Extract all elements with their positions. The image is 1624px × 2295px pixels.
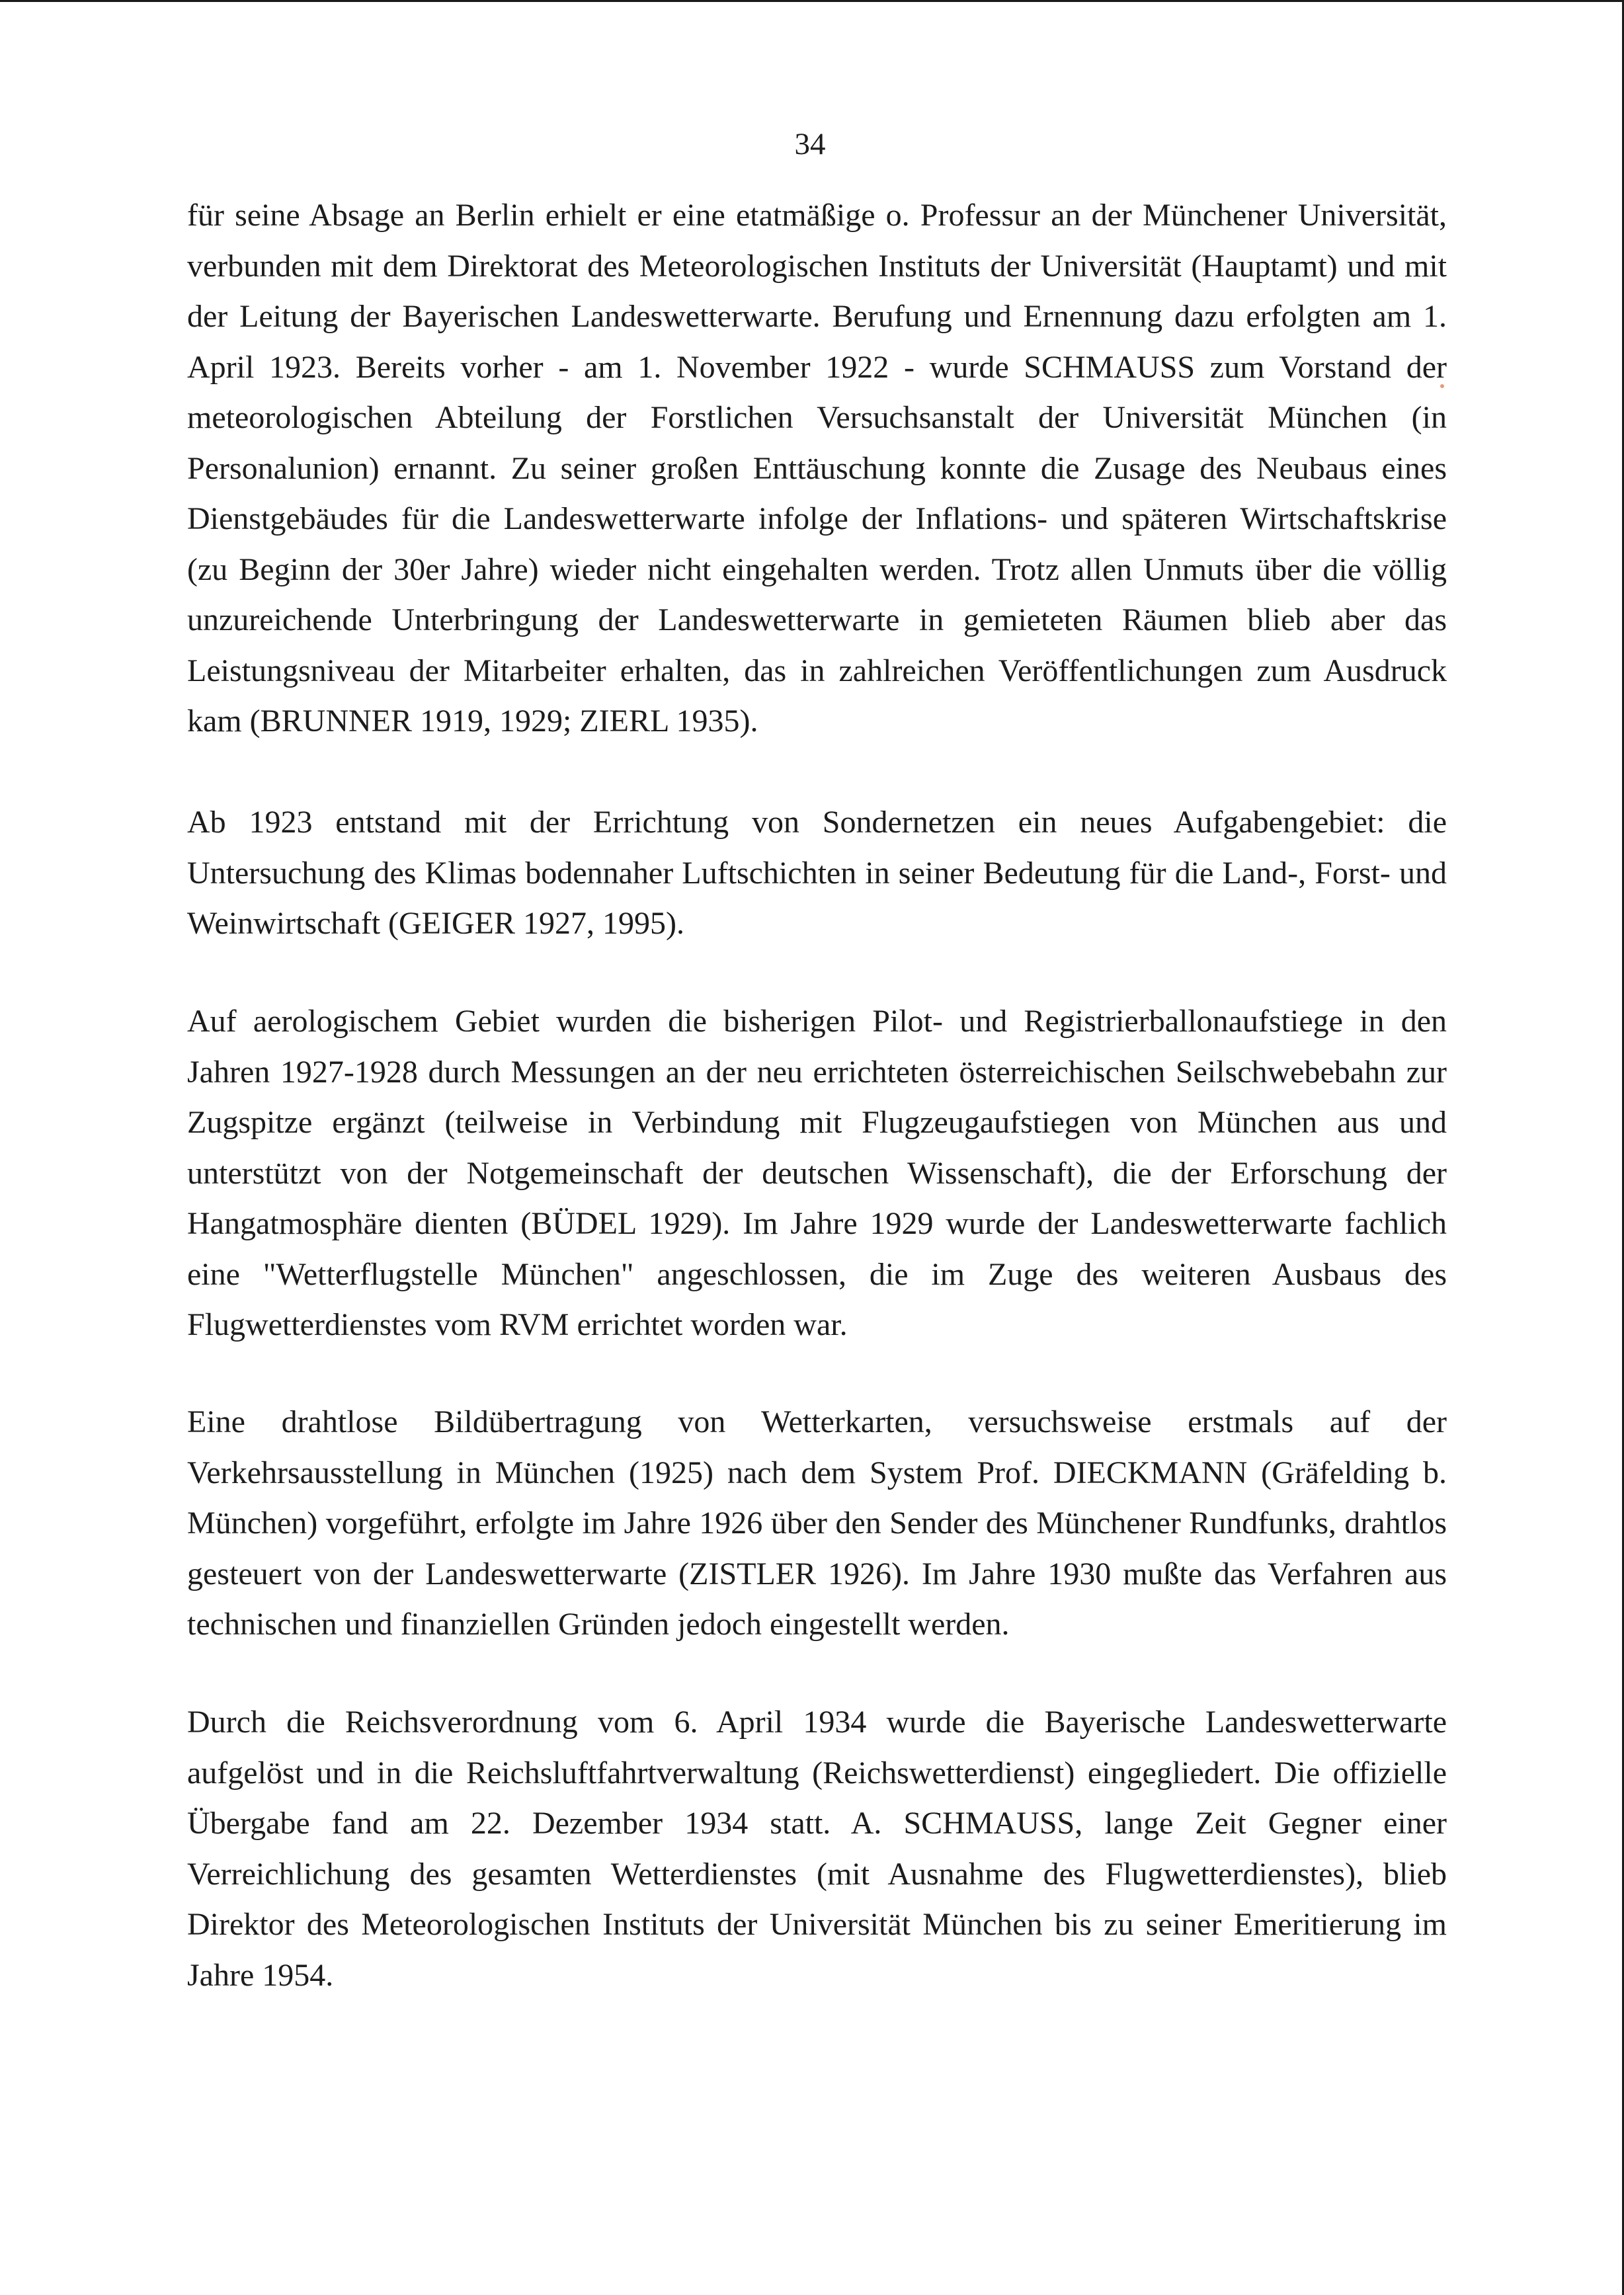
scan-speck xyxy=(1440,384,1444,388)
paragraph: für seine Absage an Berlin erhielt er eine etatmäßige o. Professur an der Münchener Universität, verbunden mit dem Direktorat des Meteorologischen Instituts der Universität (Hauptamt) und mit der Leitung der Bayerischen Landeswetterwarte. Berufung und Ernennung dazu erfolgten am 1. April 1923. Bereits vorher - am 1. November 1922 - wurde SCHMAUSS zum Vorstand der meteorologischen Abteilung der Forstlichen Versuchsanstalt der Universität München (in Personalunion) ernannt. Zu seiner großen Enttäuschung konnte die Zusage des Neubaus eines Dienstgebäudes für die Landeswetterwarte infolge der Inflations- und späteren Wirtschaftskrise (zu Beginn der 30er Jahre) wieder nicht eingehalten werden. Trotz allen Unmuts über die völlig unzureichende Unterbringung der Landeswetterwarte in gemieteten Räumen blieb aber das Leistungsniveau der Mitarbeiter erhalten, das in zahlreichen Veröffentlichungen zum Ausdruck kam (BRUNNER 1919, 1929; ZIERL 1935). xyxy=(187,198,1447,739)
page-number: 34 xyxy=(794,127,826,161)
paragraph: Auf aerologischem Gebiet wurden die bisherigen Pilot- und Registrierballonaufstiege in den Jahren 1927-1928 durch Messungen an der neu errichteten österreichischen Seilschwebebahn zur Zugspitze ergänzt (teilweise in Verbindung mit Flugzeugaufstiegen von München aus und unterstützt von der Notgemeinschaft der deutschen Wissenschaft), die der Erforschung der Hangatmosphäre dienten (BÜDEL 1929). Im Jahre 1929 wurde der Landeswetterwarte fachlich eine "Wetterflugstelle München" angeschlossen, die im Zuge des weiteren Ausbaus des Flugwetterdienstes vom RVM errichtet worden war. xyxy=(187,1004,1447,1342)
paragraph: Durch die Reichsverordnung vom 6. April 1934 wurde die Bayerische Landeswetterwarte aufgelöst und in die Reichsluftfahrtverwaltung (Reichswetterdienst) eingegliedert. Die offizielle Übergabe fand am 22. Dezember 1934 statt. A. SCHMAUSS, lange Zeit Gegner einer Verreichlichung des gesamten Wetterdienstes (mit Ausnahme des Flugwetterdienstes), blieb Direktor des Meteorologischen Instituts der Universität München bis zu seiner Emeritierung im Jahre 1954. xyxy=(187,1705,1447,1993)
paragraph: Eine drahtlose Bildübertragung von Wetterkarten, versuchsweise erstmals auf der Verkehrsausstellung in München (1925) nach dem System Prof. DIECKMANN (Gräfelding b. München) vorgeführt, erfolgte im Jahre 1926 über den Sender des Münchener Rundfunks, drahtlos gesteuert von der Landeswetterwarte (ZISTLER 1926). Im Jahre 1930 mußte das Verfahren aus technischen und finanziellen Gründen jedoch eingestellt werden. xyxy=(187,1404,1447,1642)
paragraph: Ab 1923 entstand mit der Errichtung von Sondernetzen ein neues Aufgabengebiet: die Untersuchung des Klimas bodennaher Luftschichten in seiner Bedeutung für die Land-, Forst- und Weinwirtschaft (GEIGER 1927, 1995). xyxy=(187,805,1447,941)
